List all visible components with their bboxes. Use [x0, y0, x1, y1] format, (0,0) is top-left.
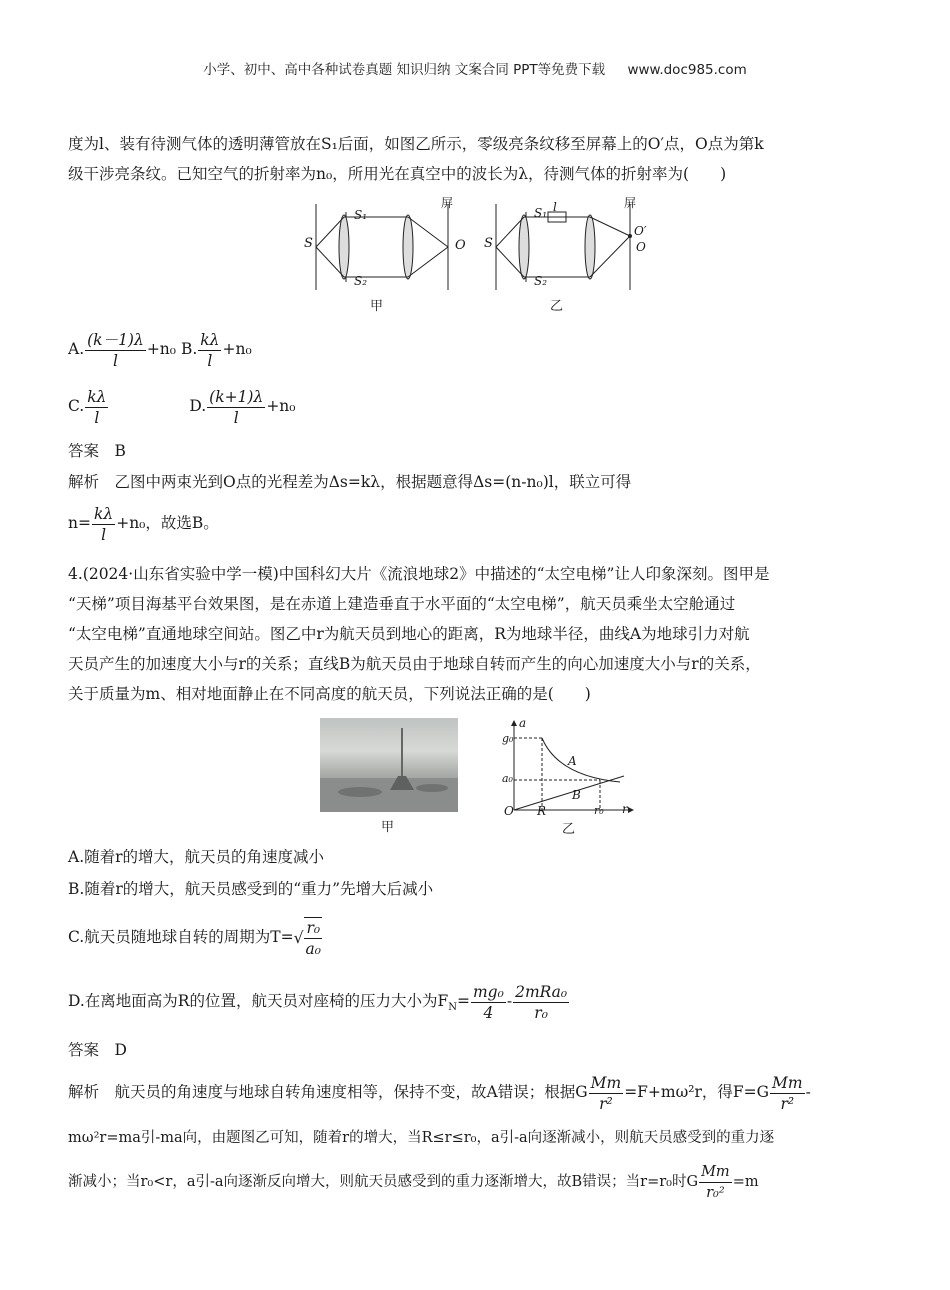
q4-option-d[interactable]: D.在离地面高为R的位置，航天员对座椅的压力大小为$F_N=$ $\frac{\text{mg₀}}{4}$ - $\frac{\text{2mRa₀}}{\text{r₀}}$: [68, 982, 568, 1022]
option-c-sqrt-fraction: $\frac{\text{r₀}}{\text{a₀}}$: [305, 919, 321, 958]
q4-option-b[interactable]: B.随着r的增大，航天员感受到的“重力”先增大后减小: [68, 880, 434, 898]
explain-fraction: $\frac{k\lambda}{l}$: [93, 504, 114, 544]
option-a-label[interactable]: A.: [68, 340, 85, 358]
fig-caption-yi-2: 乙: [562, 822, 576, 837]
q3-answer: [68, 440, 126, 462]
space-elevator-photo: [320, 718, 458, 812]
option-d-fraction: $\frac{(k+1)\lambda}{l}$: [209, 387, 264, 427]
graph-label-o: O: [504, 804, 514, 818]
header-url[interactable]: www.doc985.com: [627, 62, 747, 78]
option-b-label[interactable]: B.: [180, 340, 198, 358]
q4-line-4: 天员产生的加速度大小与r的关系；直线B为航天员由于地球自转而产生的向心加速度大小与r的关系，: [68, 655, 761, 673]
q4-line-5: 关于质量为m、相对地面静止在不同高度的航天员，下列说法正确的是( ): [68, 685, 591, 703]
fig-label-s-yi: S: [484, 236, 493, 251]
q3-line-2: 级干涉亮条纹。已知空气的折射率为n₀，所用光在真空中的波长为λ，待测气体的折射率为( ): [68, 165, 727, 183]
answer-label: 答案: [68, 442, 100, 460]
fig-label-s-jia: S: [304, 236, 313, 251]
q4-explain-2: mω²r=ma引-ma向，由题图乙可知，随着r的增大，当R≤r≤r₀，a引-a向逐渐减小，则航天员感受到的重力逐: [68, 1130, 775, 1146]
option-c-label[interactable]: C.: [68, 397, 85, 415]
fig-label-s2-jia: S₂: [354, 274, 368, 288]
fig-label-s2-yi: S₂: [534, 274, 548, 288]
q4-line-2: “天梯”项目海基平台效果图，是在赤道上建造垂直于水平面的“太空电梯”，航天员乘坐太空舱通过: [68, 595, 736, 613]
answer-value: B: [114, 442, 126, 460]
explain-text: 乙图中两束光到O点的光程差为Δs=kλ，根据题意得Δs=(n-n₀)l，联立可得: [114, 473, 632, 491]
q3-options-cd: [68, 383, 296, 429]
graph-label-curve-a: A: [568, 754, 577, 768]
q4-option-c[interactable]: C.航天员随地球自转的周期为T=√ $\frac{\text{r₀}}{\text{a₀}}$: [68, 912, 323, 963]
explain-frac-3: $\frac{Mm}{\text{r₀²}}$: [701, 1163, 730, 1201]
option-c-fraction: $\frac{k\lambda}{l}$: [87, 387, 107, 427]
q3-explain-1: [68, 471, 631, 493]
graph-label-a: a: [519, 716, 527, 730]
fig-label-l: l: [553, 200, 557, 214]
fig-label-o-jia: O: [455, 238, 466, 253]
acceleration-graph: [500, 716, 640, 826]
q4-explain-1: 解析 航天员的角速度与地球自转角速度相等，保持不变，故A错误；根据G $\frac{Mm}{\text{r²}}$ =F+mω²r，得F=G $\frac{Mm}{\text{r²}}$ -: [68, 1073, 811, 1113]
q4-line-1: 4.(2024·山东省实验中学一模)中国科幻大片《流浪地球2》中描述的“太空电梯”让人印象深刻。图甲是: [68, 565, 770, 583]
option-a-fraction: $\frac{(k-1)\lambda}{l}$: [87, 330, 144, 370]
page-header: [0, 58, 950, 78]
fig-caption-yi: 乙: [550, 299, 564, 314]
q4-explain-3: 渐减小；当r₀<r，a引-a向逐渐反向增大，则航天员感受到的重力逐渐增大，故B错误；当r=r₀时G $\frac{Mm}{\text{r₀²}}$ =m: [68, 1163, 759, 1201]
graph-label-r-earth: R: [537, 804, 547, 818]
fig-label-o-yi: O: [636, 240, 646, 254]
q3-explain-2: n= $\frac{k\lambda}{l}$ +n₀，故选B。: [68, 504, 219, 544]
option-d-fraction-1: $\frac{\text{mg₀}}{4}$: [472, 982, 504, 1022]
q3-line-1: 度为l、装有待测气体的透明薄管放在S₁后面，如图乙所示，零级亮条纹移至屏幕上的O′点，O点为第k: [68, 135, 764, 153]
fig-label-s1-jia: S₁: [354, 208, 368, 222]
header-text: 小学、初中、高中各种试卷真题 知识归纳 文案合同 PPT等免费下载: [203, 62, 606, 78]
q4-line-3: “太空电梯”直通地球空间站。图乙中r为航天员到地心的距离，R为地球半径，曲线A为地球引力对航: [68, 625, 750, 643]
graph-label-line-b: B: [572, 788, 581, 802]
q4-answer: 答案 D: [68, 1041, 127, 1059]
option-b-suffix: +n₀: [222, 340, 252, 358]
fig-label-screen-yi: 屏: [624, 196, 637, 210]
option-b-fraction: $\frac{k\lambda}{l}$: [200, 330, 220, 370]
option-d-suffix: +n₀: [266, 397, 296, 415]
explain-frac-1: $\frac{Mm}{\text{r²}}$: [590, 1073, 622, 1113]
q3-options-ab: [68, 326, 252, 372]
graph-label-r-axis: r: [622, 802, 628, 816]
fig-caption-jia: 甲: [370, 299, 384, 314]
fig-caption-jia-2: 甲: [381, 820, 395, 835]
option-d-fraction-2: $\frac{\text{2mRa₀}}{\text{r₀}}$: [515, 982, 568, 1022]
graph-label-a0: a₀: [502, 772, 513, 785]
sqrt-sign: √: [293, 929, 304, 947]
graph-label-g0: g₀: [502, 732, 514, 745]
graph-label-r0: r₀: [594, 804, 604, 817]
fig-label-s1-yi: S₁: [534, 206, 548, 220]
fig-label-screen-jia: 屏: [441, 196, 454, 210]
explain-label: 解析: [68, 473, 100, 491]
option-d-label[interactable]: D.: [189, 397, 207, 415]
explain-frac-2: $\frac{Mm}{\text{r²}}$: [772, 1073, 803, 1113]
q4-option-a[interactable]: A.随着r的增大，航天员的角速度减小: [68, 848, 325, 866]
option-a-suffix: +n₀: [146, 340, 176, 358]
fig-label-oprime: O′: [634, 224, 647, 238]
